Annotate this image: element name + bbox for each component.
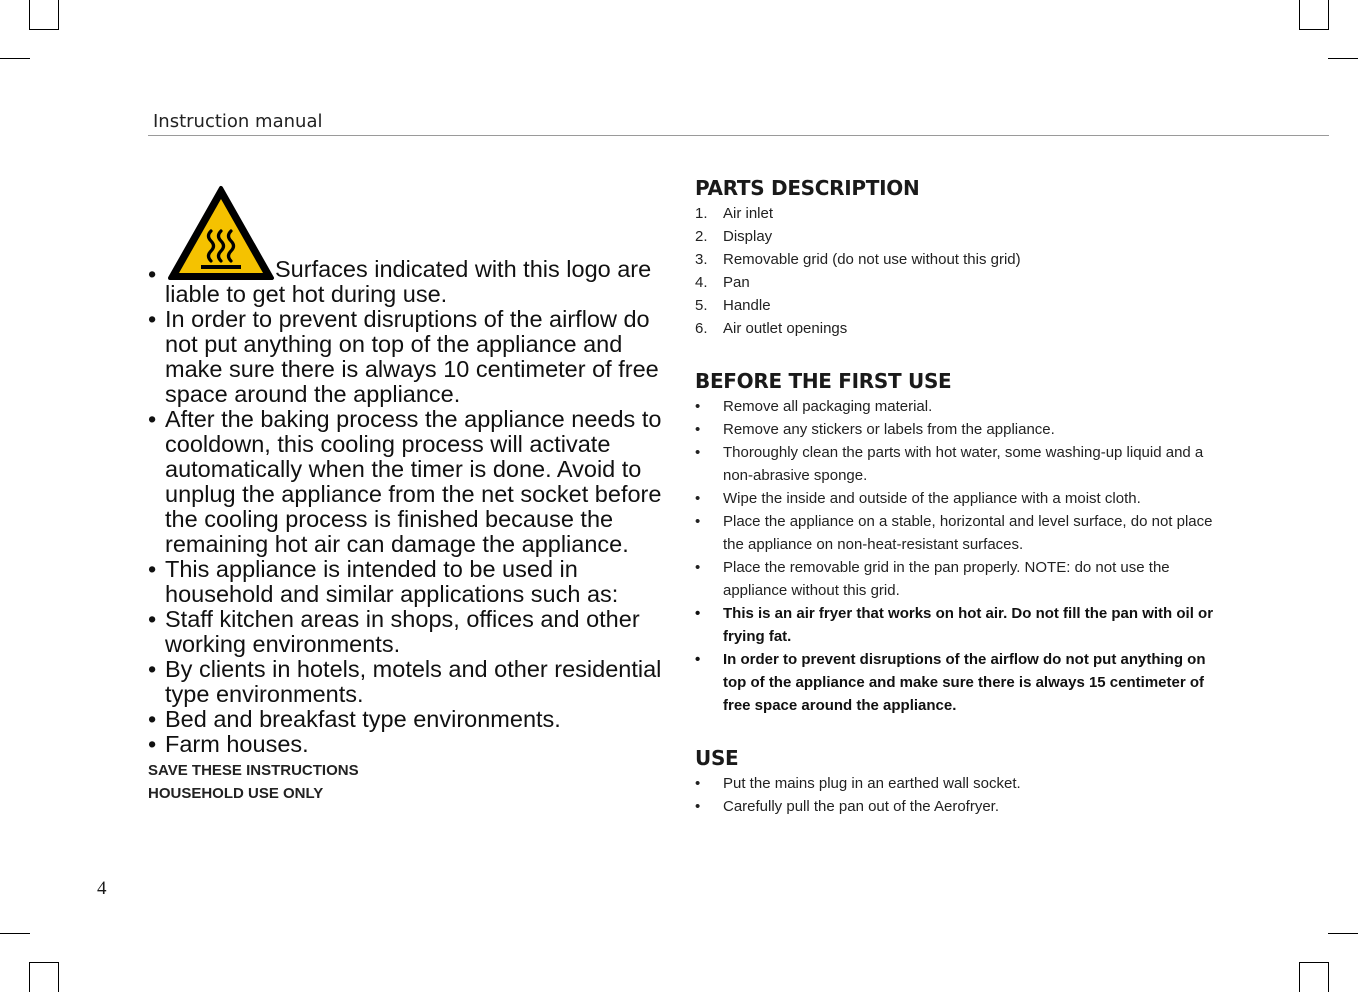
bullet: • (148, 261, 157, 287)
list-item (148, 607, 668, 657)
instruction-text: Remove all packaging material. (723, 398, 933, 415)
bullet: • (695, 775, 701, 792)
bullet: • (148, 406, 157, 432)
instruction-text: Carefully pull the pan out of the Aerofryer. (723, 798, 999, 815)
list-item (695, 317, 1215, 340)
crop-mark (0, 933, 30, 934)
crop-mark (1328, 933, 1358, 934)
instruction-text: In order to prevent disruptions of the airflow do not put anything on top of the appliance and make sure there is always 15 centimeter of free space around the appliance. (723, 651, 1206, 714)
part-name: Air outlet openings (723, 320, 848, 337)
crop-mark (1328, 58, 1358, 59)
instruction-text: Remove any stickers or labels from the appliance. (723, 421, 1055, 438)
instruction-text: Place the removable grid in the pan properly. NOTE: do not use the appliance without this grid. (723, 559, 1170, 599)
before-first-use-heading: BEFORE THE FIRST USE (695, 369, 952, 393)
list-item (695, 510, 1215, 556)
page-header-title: Instruction manual (153, 111, 323, 132)
save-instructions-note: SAVE THESE INSTRUCTIONS (148, 762, 359, 779)
warning-text: After the baking process the appliance needs to cooldown, this cooling process will activate automatically when the timer is done. Avoid to unplug the appliance from the net socket before the cooling process is finished because the remaining hot air can damage the appliance. (165, 406, 662, 557)
list-item (695, 487, 1215, 510)
parts-description-heading: PARTS DESCRIPTION (695, 176, 920, 200)
list-number: 3. (695, 251, 708, 268)
part-name: Air inlet (723, 205, 774, 222)
bullet: • (695, 490, 701, 507)
list-item (695, 772, 1215, 795)
part-name: Removable grid (do not use without this grid) (723, 251, 1021, 268)
list-item (148, 557, 668, 607)
hot-surface-warning-icon (167, 185, 275, 281)
list-item (148, 185, 668, 307)
part-name: Display (723, 228, 773, 245)
part-name: Handle (723, 297, 771, 314)
list-item (695, 248, 1215, 271)
crop-mark (1328, 0, 1329, 30)
bullet: • (695, 398, 701, 415)
crop-mark (29, 962, 30, 992)
warning-text: Farm houses. (165, 731, 309, 757)
list-item (148, 407, 668, 557)
list-number: 1. (695, 205, 708, 222)
list-number: 6. (695, 320, 708, 337)
crop-mark (1299, 0, 1300, 30)
bullet: • (148, 606, 157, 632)
use-list (695, 772, 1215, 818)
bullet: • (695, 513, 701, 530)
crop-mark (1328, 962, 1329, 992)
instruction-text: Wipe the inside and outside of the appliance with a moist cloth. (723, 490, 1141, 507)
bullet: • (695, 798, 701, 815)
list-number: 4. (695, 274, 708, 291)
warning-text: Bed and breakfast type environments. (165, 706, 561, 732)
safety-warnings-column (148, 185, 668, 805)
instructions-column (695, 174, 1215, 818)
crop-mark (29, 0, 30, 30)
list-item (695, 395, 1215, 418)
list-item (695, 225, 1215, 248)
list-number: 5. (695, 297, 708, 314)
crop-mark (58, 0, 59, 30)
warning-text: In order to prevent disruptions of the airflow do not put anything on top of the appliance and make sure there is always 10 centimeter of free space around the appliance. (165, 306, 659, 407)
crop-mark (29, 962, 59, 963)
bullet: • (695, 444, 701, 461)
safety-warnings-list (148, 185, 668, 757)
use-heading: USE (695, 746, 739, 770)
list-item (695, 418, 1215, 441)
crop-mark (58, 962, 59, 992)
bullet: • (695, 421, 701, 438)
list-item (695, 294, 1215, 317)
bullet: • (695, 605, 701, 622)
list-item (695, 795, 1215, 818)
bullet: • (148, 556, 157, 582)
section-spacer (695, 340, 1215, 367)
list-item (695, 556, 1215, 602)
warning-text: By clients in hotels, motels and other residential type environments. (165, 656, 662, 707)
list-item (695, 441, 1215, 487)
list-item (695, 602, 1215, 648)
part-name: Pan (723, 274, 750, 291)
list-item (148, 732, 668, 757)
instruction-text: This is an air fryer that works on hot air. Do not fill the pan with oil or frying fat. (723, 605, 1214, 645)
instruction-text: Place the appliance on a stable, horizontal and level surface, do not place the appliance on non-heat-resistant surfaces. (723, 513, 1213, 553)
list-number: 2. (695, 228, 708, 245)
crop-mark (1299, 962, 1329, 963)
instruction-text: Thoroughly clean the parts with hot water, some washing-up liquid and a non-abrasive sponge. (723, 444, 1204, 484)
crop-mark (29, 29, 59, 30)
section-spacer (695, 717, 1215, 744)
warning-text: This appliance is intended to be used in household and similar applications such as: (165, 556, 619, 607)
list-item (695, 271, 1215, 294)
before-first-use-list (695, 395, 1215, 717)
bullet: • (148, 306, 157, 332)
household-use-note: HOUSEHOLD USE ONLY (148, 785, 324, 802)
bullet: • (695, 559, 701, 576)
warning-text: Surfaces indicated with this logo are liable to get hot during use. (165, 256, 652, 307)
page-number: 4 (97, 878, 107, 899)
crop-mark (0, 58, 30, 59)
bullet: • (695, 651, 701, 668)
list-item (148, 707, 668, 732)
list-item (148, 657, 668, 707)
header-divider (148, 135, 1329, 136)
instruction-text: Put the mains plug in an earthed wall socket. (723, 775, 1021, 792)
list-item (148, 307, 668, 407)
list-item (695, 648, 1215, 717)
bullet: • (148, 706, 157, 732)
bullet: • (148, 656, 157, 682)
bullet: • (148, 731, 157, 757)
list-item (695, 202, 1215, 225)
parts-list (695, 202, 1215, 340)
crop-mark (1299, 962, 1300, 992)
crop-mark (1299, 29, 1329, 30)
warning-text: Staff kitchen areas in shops, offices and other working environments. (165, 606, 640, 657)
